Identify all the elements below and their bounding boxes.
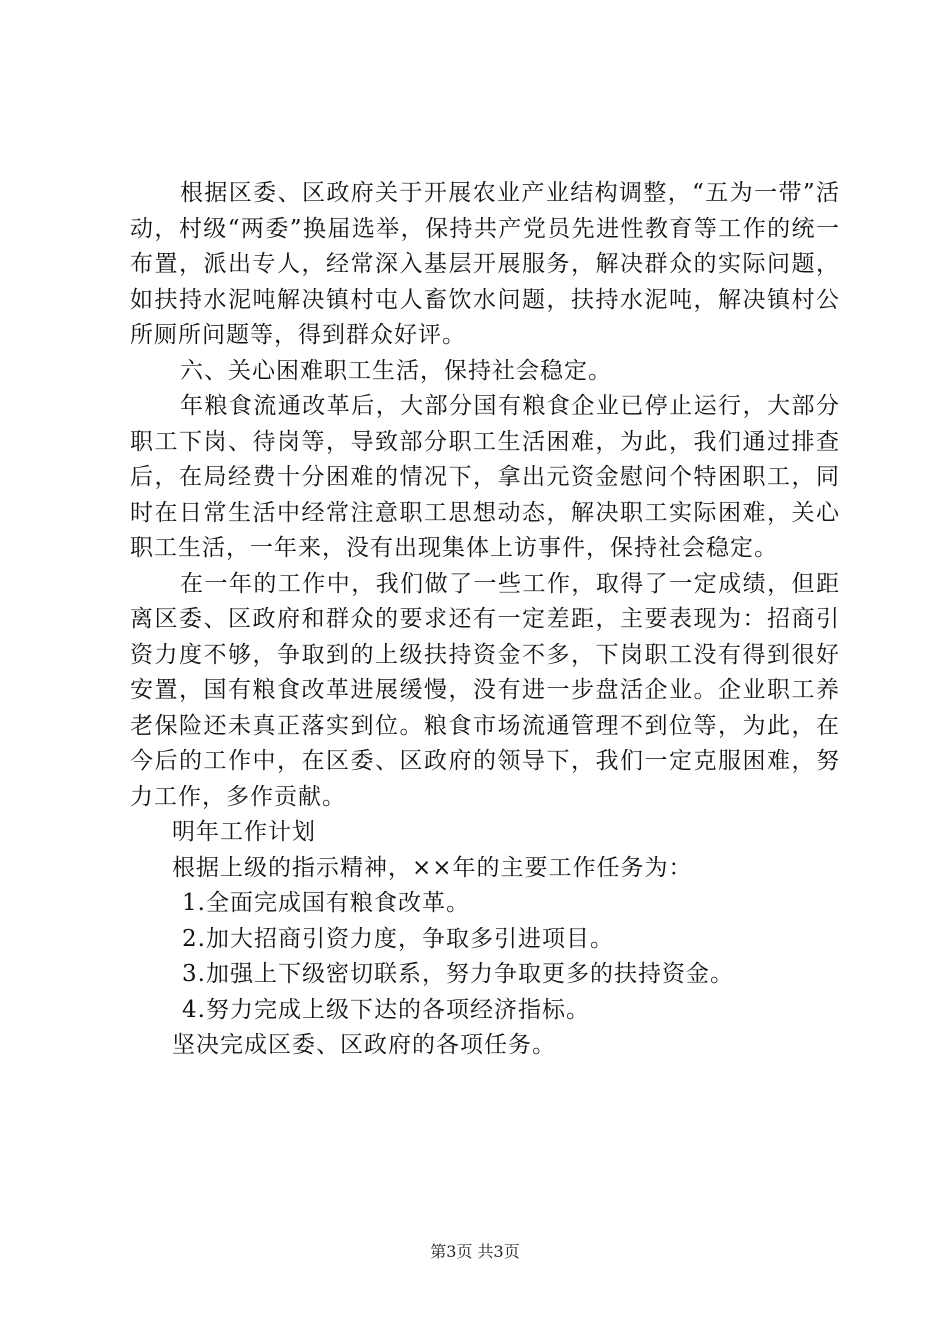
page-number-footer: 第3页 共3页: [430, 1242, 520, 1261]
paragraph-difficult-workers: 年粮食流通改革后，大部分国有粮食企业已停止运行，大部分职工下岗、待岗等，导致部分职工生活困难，为此，我们通过排查后，在局经费十分困难的情况下，拿出元资金慰问个特困职工，同时在日常生活中经常注意职工思想动态，解决职工实际困难，关心职工生活，一年来，没有出现集体上访事件，保持社会稳定。: [130, 393, 840, 561]
plan-item: 1.全面完成国有粮食改革。: [182, 890, 470, 916]
document-body: [130, 176, 840, 1064]
plan-intro: 根据上级的指示精神，××年的主要工作任务为：: [172, 854, 693, 881]
section-heading-six: 六、关心困难职工生活，保持社会稳定。: [180, 357, 612, 384]
plan-item: 2.加大招商引资力度，争取多引进项目。: [182, 925, 614, 952]
plan-title: 明年工作计划: [172, 819, 316, 845]
plan-item: 4.努力完成上级下达的各项经济指标。: [182, 996, 590, 1023]
paragraph-shortcomings: 在一年的工作中，我们做了一些工作，取得了一定成绩，但距离区委、区政府和群众的要求还有一定差距，主要表现为：招商引资力度不够，争取到的上级扶持资金不多，下岗职工没有得到很好安置，国有粮食改革进展缓慢，没有进一步盘活企业。企业职工养老保险还未真正落实到位。粮食市场流通管理不到位等，为此，在今后的工作中，在区委、区政府的领导下，我们一定克服困难，努力工作，多作贡献。: [130, 570, 840, 810]
paragraph-mass-service: 根据区委、区政府关于开展农业产业结构调整，“五为一带”活动，村级“两委”换届选举，保持共产党员先进性教育等工作的统一布置，派出专人，经常深入基层开展服务，解决群众的实际问题，如扶持水泥吨解决镇村屯人畜饮水问题，扶持水泥吨，解决镇村公所厕所问题等，得到群众好评。: [130, 180, 840, 348]
closing-line: 坚决完成区委、区政府的各项任务。: [172, 1032, 556, 1058]
plan-item: 3.加强上下级密切联系，努力争取更多的扶持资金。: [182, 961, 734, 987]
